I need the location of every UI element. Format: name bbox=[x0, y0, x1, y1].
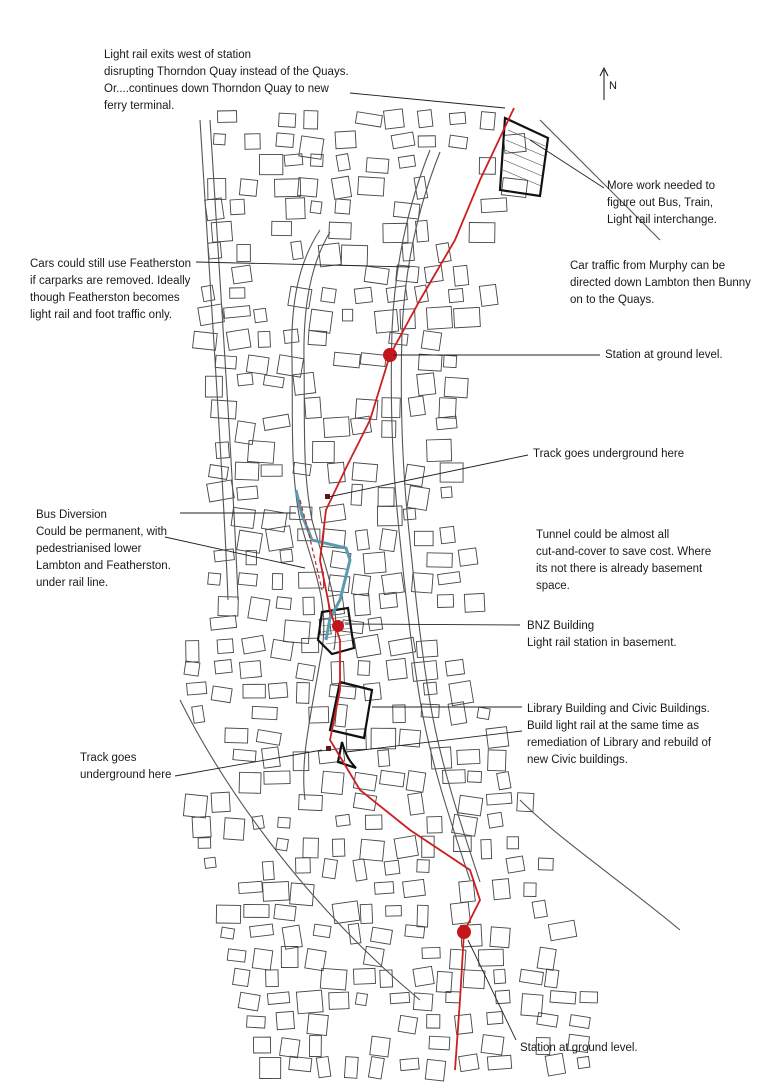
city-block bbox=[490, 927, 510, 948]
city-block bbox=[293, 462, 311, 475]
city-block bbox=[336, 814, 351, 826]
city-block bbox=[360, 839, 385, 861]
city-block bbox=[487, 812, 503, 828]
city-block bbox=[366, 158, 389, 174]
city-block bbox=[299, 572, 324, 588]
city-block bbox=[393, 705, 406, 723]
city-block bbox=[577, 1056, 590, 1068]
city-block bbox=[238, 881, 262, 893]
city-block bbox=[276, 838, 289, 851]
city-block bbox=[296, 858, 311, 873]
city-block bbox=[262, 861, 274, 880]
city-block bbox=[232, 265, 253, 284]
city-block bbox=[467, 771, 481, 782]
city-block bbox=[494, 969, 506, 984]
city-block bbox=[519, 969, 543, 985]
city-block bbox=[537, 947, 556, 970]
city-block bbox=[382, 421, 396, 438]
railway-station-outline bbox=[500, 118, 548, 196]
city-block bbox=[209, 465, 229, 480]
city-block bbox=[365, 815, 382, 830]
city-block bbox=[538, 858, 553, 870]
city-block bbox=[353, 859, 367, 881]
city-block bbox=[238, 992, 260, 1011]
city-block bbox=[233, 968, 250, 986]
city-block bbox=[436, 971, 452, 992]
city-block bbox=[344, 1057, 358, 1079]
city-block bbox=[360, 353, 386, 367]
city-block bbox=[537, 1013, 558, 1027]
city-block bbox=[438, 572, 461, 585]
city-block bbox=[378, 488, 394, 507]
city-block bbox=[390, 992, 410, 1003]
city-block bbox=[374, 309, 398, 333]
city-block bbox=[256, 730, 281, 746]
city-block bbox=[413, 966, 434, 986]
city-block bbox=[198, 304, 225, 326]
city-block bbox=[413, 993, 433, 1011]
city-block bbox=[437, 595, 453, 608]
annotation-bus-diversion: Bus Diversion Could be permanent, with pedestrianised lower Lambton and Featherston. under rail line. bbox=[36, 509, 171, 589]
city-block bbox=[408, 793, 425, 816]
city-block bbox=[187, 682, 207, 695]
city-block bbox=[192, 816, 211, 837]
city-block bbox=[353, 772, 377, 791]
annotation-station-south: Station at ground level. bbox=[520, 1042, 638, 1054]
annotation-featherston-cars: Cars could still use Featherston if carparks are removed. Ideally though Featherston becomes light rail and foot traffic only. bbox=[30, 258, 192, 321]
city-block bbox=[331, 176, 351, 199]
city-block bbox=[403, 508, 416, 520]
city-block bbox=[449, 135, 468, 149]
city-block bbox=[247, 1016, 266, 1028]
city-block bbox=[404, 464, 424, 486]
city-block bbox=[403, 879, 426, 897]
city-block bbox=[224, 306, 251, 319]
city-block bbox=[517, 793, 534, 812]
city-block bbox=[341, 245, 367, 266]
city-block bbox=[405, 925, 425, 938]
city-block bbox=[264, 771, 290, 784]
annotation-station-north: Station at ground level. bbox=[605, 349, 723, 361]
city-block bbox=[446, 991, 460, 1002]
city-block bbox=[230, 199, 245, 215]
city-block bbox=[276, 1011, 294, 1029]
city-block bbox=[348, 923, 361, 944]
city-block bbox=[211, 686, 232, 703]
city-block bbox=[459, 881, 476, 903]
city-block bbox=[448, 289, 463, 303]
city-block bbox=[431, 747, 452, 769]
city-block bbox=[353, 793, 376, 811]
city-block bbox=[391, 132, 415, 149]
city-block bbox=[358, 661, 370, 676]
city-block bbox=[394, 836, 418, 859]
city-block bbox=[250, 924, 274, 937]
city-block bbox=[550, 991, 576, 1004]
city-block bbox=[393, 202, 420, 219]
city-block bbox=[332, 839, 345, 857]
city-block bbox=[478, 949, 503, 966]
city-block bbox=[283, 329, 298, 344]
city-block bbox=[384, 109, 405, 129]
city-block bbox=[454, 307, 481, 327]
city-block bbox=[243, 684, 265, 698]
city-block bbox=[480, 112, 495, 130]
city-block bbox=[418, 354, 442, 371]
city-block bbox=[371, 927, 393, 944]
city-block bbox=[379, 592, 397, 608]
city-block bbox=[329, 992, 349, 1009]
city-block bbox=[282, 925, 302, 949]
city-block bbox=[289, 1056, 312, 1071]
city-block bbox=[316, 1056, 331, 1077]
city-block bbox=[459, 1054, 479, 1072]
city-block bbox=[427, 439, 452, 461]
city-block bbox=[214, 549, 234, 562]
city-block bbox=[374, 882, 393, 895]
city-block bbox=[204, 857, 216, 868]
city-block bbox=[408, 396, 425, 416]
city-block bbox=[217, 639, 233, 654]
city-block bbox=[237, 486, 258, 500]
city-block bbox=[276, 133, 294, 148]
annotation-bnz-building: BNZ Building Light rail station in basement. bbox=[527, 620, 677, 649]
city-block bbox=[272, 573, 282, 589]
city-block bbox=[346, 729, 366, 750]
city-block bbox=[333, 352, 360, 368]
city-block bbox=[477, 707, 490, 719]
city-block bbox=[237, 245, 250, 262]
city-block bbox=[221, 927, 235, 939]
city-block bbox=[321, 287, 336, 302]
city-block bbox=[307, 1014, 328, 1036]
city-block bbox=[417, 373, 436, 396]
city-block bbox=[211, 221, 232, 242]
city-block bbox=[355, 530, 369, 551]
city-block bbox=[291, 241, 303, 260]
city-block bbox=[313, 441, 335, 462]
north-arrow bbox=[600, 68, 608, 100]
city-block bbox=[227, 949, 246, 962]
city-block bbox=[268, 683, 287, 699]
city-block bbox=[239, 772, 261, 793]
city-block bbox=[445, 659, 464, 676]
city-block bbox=[224, 818, 245, 840]
city-block bbox=[252, 948, 273, 970]
city-block bbox=[458, 795, 483, 816]
city-block bbox=[272, 221, 292, 235]
city-block bbox=[205, 198, 225, 221]
city-block bbox=[304, 397, 321, 418]
annotation-interchange: More work needed to figure out Bus, Train, Light rail interchange. bbox=[607, 180, 717, 226]
city-block bbox=[238, 573, 257, 586]
city-block bbox=[279, 113, 296, 127]
city-block bbox=[360, 904, 372, 923]
city-block bbox=[418, 136, 435, 147]
city-block bbox=[271, 639, 294, 660]
city-block bbox=[237, 530, 263, 553]
city-block bbox=[207, 480, 235, 502]
city-block bbox=[254, 1037, 271, 1053]
city-block bbox=[281, 947, 298, 968]
city-block bbox=[274, 179, 300, 197]
city-block bbox=[481, 839, 492, 858]
city-block bbox=[355, 993, 367, 1006]
city-block bbox=[481, 198, 507, 213]
city-block bbox=[290, 883, 315, 906]
city-block bbox=[245, 134, 261, 150]
city-block bbox=[184, 661, 200, 676]
city-block bbox=[260, 1057, 281, 1078]
city-block bbox=[320, 968, 347, 990]
city-block bbox=[302, 638, 319, 653]
station-marker-bnz bbox=[332, 620, 344, 632]
city-block bbox=[441, 487, 452, 498]
city-block bbox=[548, 920, 576, 941]
city-block bbox=[463, 970, 485, 989]
city-block bbox=[205, 376, 222, 397]
city-block bbox=[444, 377, 468, 398]
city-block bbox=[263, 375, 284, 388]
city-block bbox=[506, 856, 525, 873]
city-block bbox=[440, 526, 456, 543]
city-block bbox=[263, 414, 290, 430]
city-block bbox=[216, 905, 240, 923]
city-block bbox=[424, 265, 443, 283]
city-block bbox=[507, 837, 518, 849]
city-block bbox=[198, 838, 211, 849]
city-block bbox=[421, 331, 441, 351]
city-block bbox=[426, 306, 452, 329]
city-block bbox=[384, 860, 400, 875]
city-block bbox=[248, 597, 270, 621]
city-block bbox=[386, 658, 407, 680]
city-block bbox=[280, 549, 293, 562]
city-block bbox=[246, 355, 269, 375]
city-block bbox=[380, 770, 405, 787]
city-block bbox=[382, 573, 405, 595]
city-block bbox=[237, 373, 253, 386]
city-block bbox=[398, 155, 415, 168]
city-block bbox=[364, 266, 389, 284]
north-label: N bbox=[609, 80, 617, 92]
city-block bbox=[427, 1015, 440, 1029]
city-block bbox=[305, 949, 326, 971]
city-block bbox=[313, 924, 331, 938]
city-block bbox=[342, 309, 352, 321]
city-block bbox=[303, 597, 315, 615]
city-block bbox=[214, 659, 232, 673]
city-block bbox=[335, 199, 351, 214]
city-block bbox=[358, 177, 385, 196]
city-block bbox=[352, 574, 371, 596]
city-block bbox=[406, 771, 426, 793]
city-block bbox=[327, 462, 345, 483]
city-block bbox=[201, 285, 215, 302]
city-block bbox=[252, 706, 277, 719]
city-block bbox=[296, 663, 315, 680]
city-block bbox=[192, 706, 205, 724]
city-block bbox=[580, 992, 598, 1003]
city-block bbox=[354, 287, 372, 303]
city-block bbox=[449, 112, 466, 124]
city-block bbox=[487, 1055, 511, 1070]
city-block bbox=[458, 548, 478, 566]
city-block bbox=[363, 946, 384, 967]
city-block bbox=[329, 222, 352, 239]
city-block bbox=[464, 593, 485, 612]
city-block bbox=[322, 858, 337, 878]
city-block bbox=[407, 486, 430, 511]
city-block bbox=[263, 881, 290, 901]
city-block bbox=[320, 504, 346, 523]
city-block bbox=[276, 597, 291, 610]
city-block bbox=[398, 1015, 417, 1034]
city-block bbox=[284, 154, 303, 166]
city-block bbox=[318, 243, 341, 267]
city-block bbox=[267, 992, 289, 1005]
city-block bbox=[450, 902, 470, 924]
city-block bbox=[225, 728, 248, 743]
annotation-murphy-traffic: Car traffic from Murphy can be directed down Lambton then Bunny on to the Quays. bbox=[570, 260, 751, 306]
city-block bbox=[497, 772, 511, 790]
city-block bbox=[186, 641, 199, 662]
city-block bbox=[400, 1058, 419, 1071]
annotation-track-underground-south: Track goes underground here bbox=[80, 752, 172, 781]
city-block bbox=[439, 398, 456, 419]
city-block bbox=[417, 860, 430, 873]
city-block bbox=[208, 178, 226, 199]
city-block bbox=[429, 1036, 450, 1050]
city-block bbox=[208, 573, 221, 585]
city-block bbox=[239, 179, 257, 197]
city-block bbox=[266, 970, 279, 987]
portal-marker-south bbox=[326, 746, 331, 751]
annotation-library-civic: Library Building and Civic Buildings. Build light rail at the same time as remediation of Library and rebuild of new Civic buildings. bbox=[527, 703, 712, 766]
city-block bbox=[211, 792, 230, 812]
city-block bbox=[235, 462, 259, 480]
annotation-track-underground-north: Track goes underground here bbox=[533, 448, 685, 460]
city-block bbox=[481, 1035, 504, 1055]
city-block bbox=[427, 816, 442, 833]
city-block bbox=[386, 906, 402, 917]
city-block bbox=[486, 793, 512, 805]
city-block bbox=[417, 905, 428, 927]
city-block bbox=[453, 265, 469, 286]
city-block bbox=[371, 728, 396, 749]
city-block bbox=[569, 1015, 590, 1029]
city-block bbox=[183, 794, 207, 818]
city-block bbox=[354, 594, 371, 616]
city-block bbox=[299, 795, 323, 811]
city-block bbox=[331, 662, 344, 684]
city-block bbox=[457, 749, 480, 764]
city-block bbox=[492, 879, 510, 900]
city-block bbox=[284, 620, 311, 644]
city-block bbox=[260, 155, 283, 175]
station-hatching bbox=[503, 130, 545, 186]
city-block bbox=[532, 900, 547, 918]
city-block bbox=[544, 969, 558, 988]
city-block bbox=[296, 682, 309, 703]
annotation-tunnel: Tunnel could be almost all cut-and-cover to save cost. Where its not there is already basement space. bbox=[536, 529, 712, 592]
city-block bbox=[417, 110, 433, 128]
city-block bbox=[370, 1036, 391, 1057]
city-block bbox=[380, 970, 393, 987]
city-block bbox=[208, 242, 222, 259]
city-block bbox=[215, 442, 229, 459]
city-block bbox=[355, 112, 382, 127]
city-block bbox=[240, 661, 262, 679]
city-block bbox=[336, 154, 350, 171]
city-block bbox=[211, 400, 237, 419]
city-block bbox=[488, 750, 506, 771]
city-block bbox=[363, 552, 386, 574]
annotation-light-rail-exit: Light rail exits west of station disrupting Thorndon Quay instead of the Quays. Or....continues down Thorndon Quay to new ferry terminal. bbox=[104, 49, 349, 112]
city-block bbox=[427, 553, 452, 568]
city-block bbox=[425, 1059, 445, 1081]
city-block bbox=[261, 465, 282, 476]
city-block bbox=[423, 682, 437, 695]
city-block bbox=[368, 1057, 384, 1079]
city-block bbox=[309, 1036, 321, 1057]
city-block bbox=[487, 1012, 503, 1025]
city-block bbox=[452, 814, 478, 836]
city-block bbox=[380, 529, 397, 552]
city-block bbox=[303, 838, 319, 858]
city-block bbox=[254, 308, 268, 323]
city-block bbox=[309, 309, 333, 333]
city-block bbox=[324, 417, 350, 438]
city-block bbox=[524, 883, 536, 897]
city-block bbox=[310, 201, 322, 214]
city-block bbox=[335, 131, 356, 149]
city-block bbox=[351, 484, 363, 505]
city-block bbox=[213, 134, 225, 145]
city-block bbox=[415, 531, 434, 545]
city-block bbox=[443, 355, 456, 367]
city-block bbox=[321, 771, 344, 794]
city-block bbox=[280, 1038, 300, 1058]
city-block bbox=[479, 284, 498, 306]
city-block bbox=[210, 615, 237, 630]
station-marker-south bbox=[457, 925, 471, 939]
city-block bbox=[258, 331, 270, 347]
city-block bbox=[244, 904, 269, 917]
city-block bbox=[242, 635, 266, 654]
city-block bbox=[226, 329, 251, 350]
city-block bbox=[230, 288, 245, 299]
city-block bbox=[233, 749, 256, 761]
city-block bbox=[378, 750, 390, 767]
city-block bbox=[354, 634, 381, 657]
city-block bbox=[469, 222, 495, 242]
city-block bbox=[329, 685, 356, 699]
city-block bbox=[486, 727, 509, 749]
city-block bbox=[248, 440, 275, 463]
city-block bbox=[296, 990, 323, 1014]
city-block bbox=[352, 463, 378, 482]
city-block bbox=[278, 817, 291, 828]
highlight-buildings bbox=[318, 118, 548, 768]
city-block bbox=[422, 947, 440, 958]
city-block bbox=[286, 198, 306, 219]
city-block bbox=[353, 968, 375, 984]
city-block bbox=[274, 904, 296, 921]
city-block bbox=[416, 640, 438, 657]
